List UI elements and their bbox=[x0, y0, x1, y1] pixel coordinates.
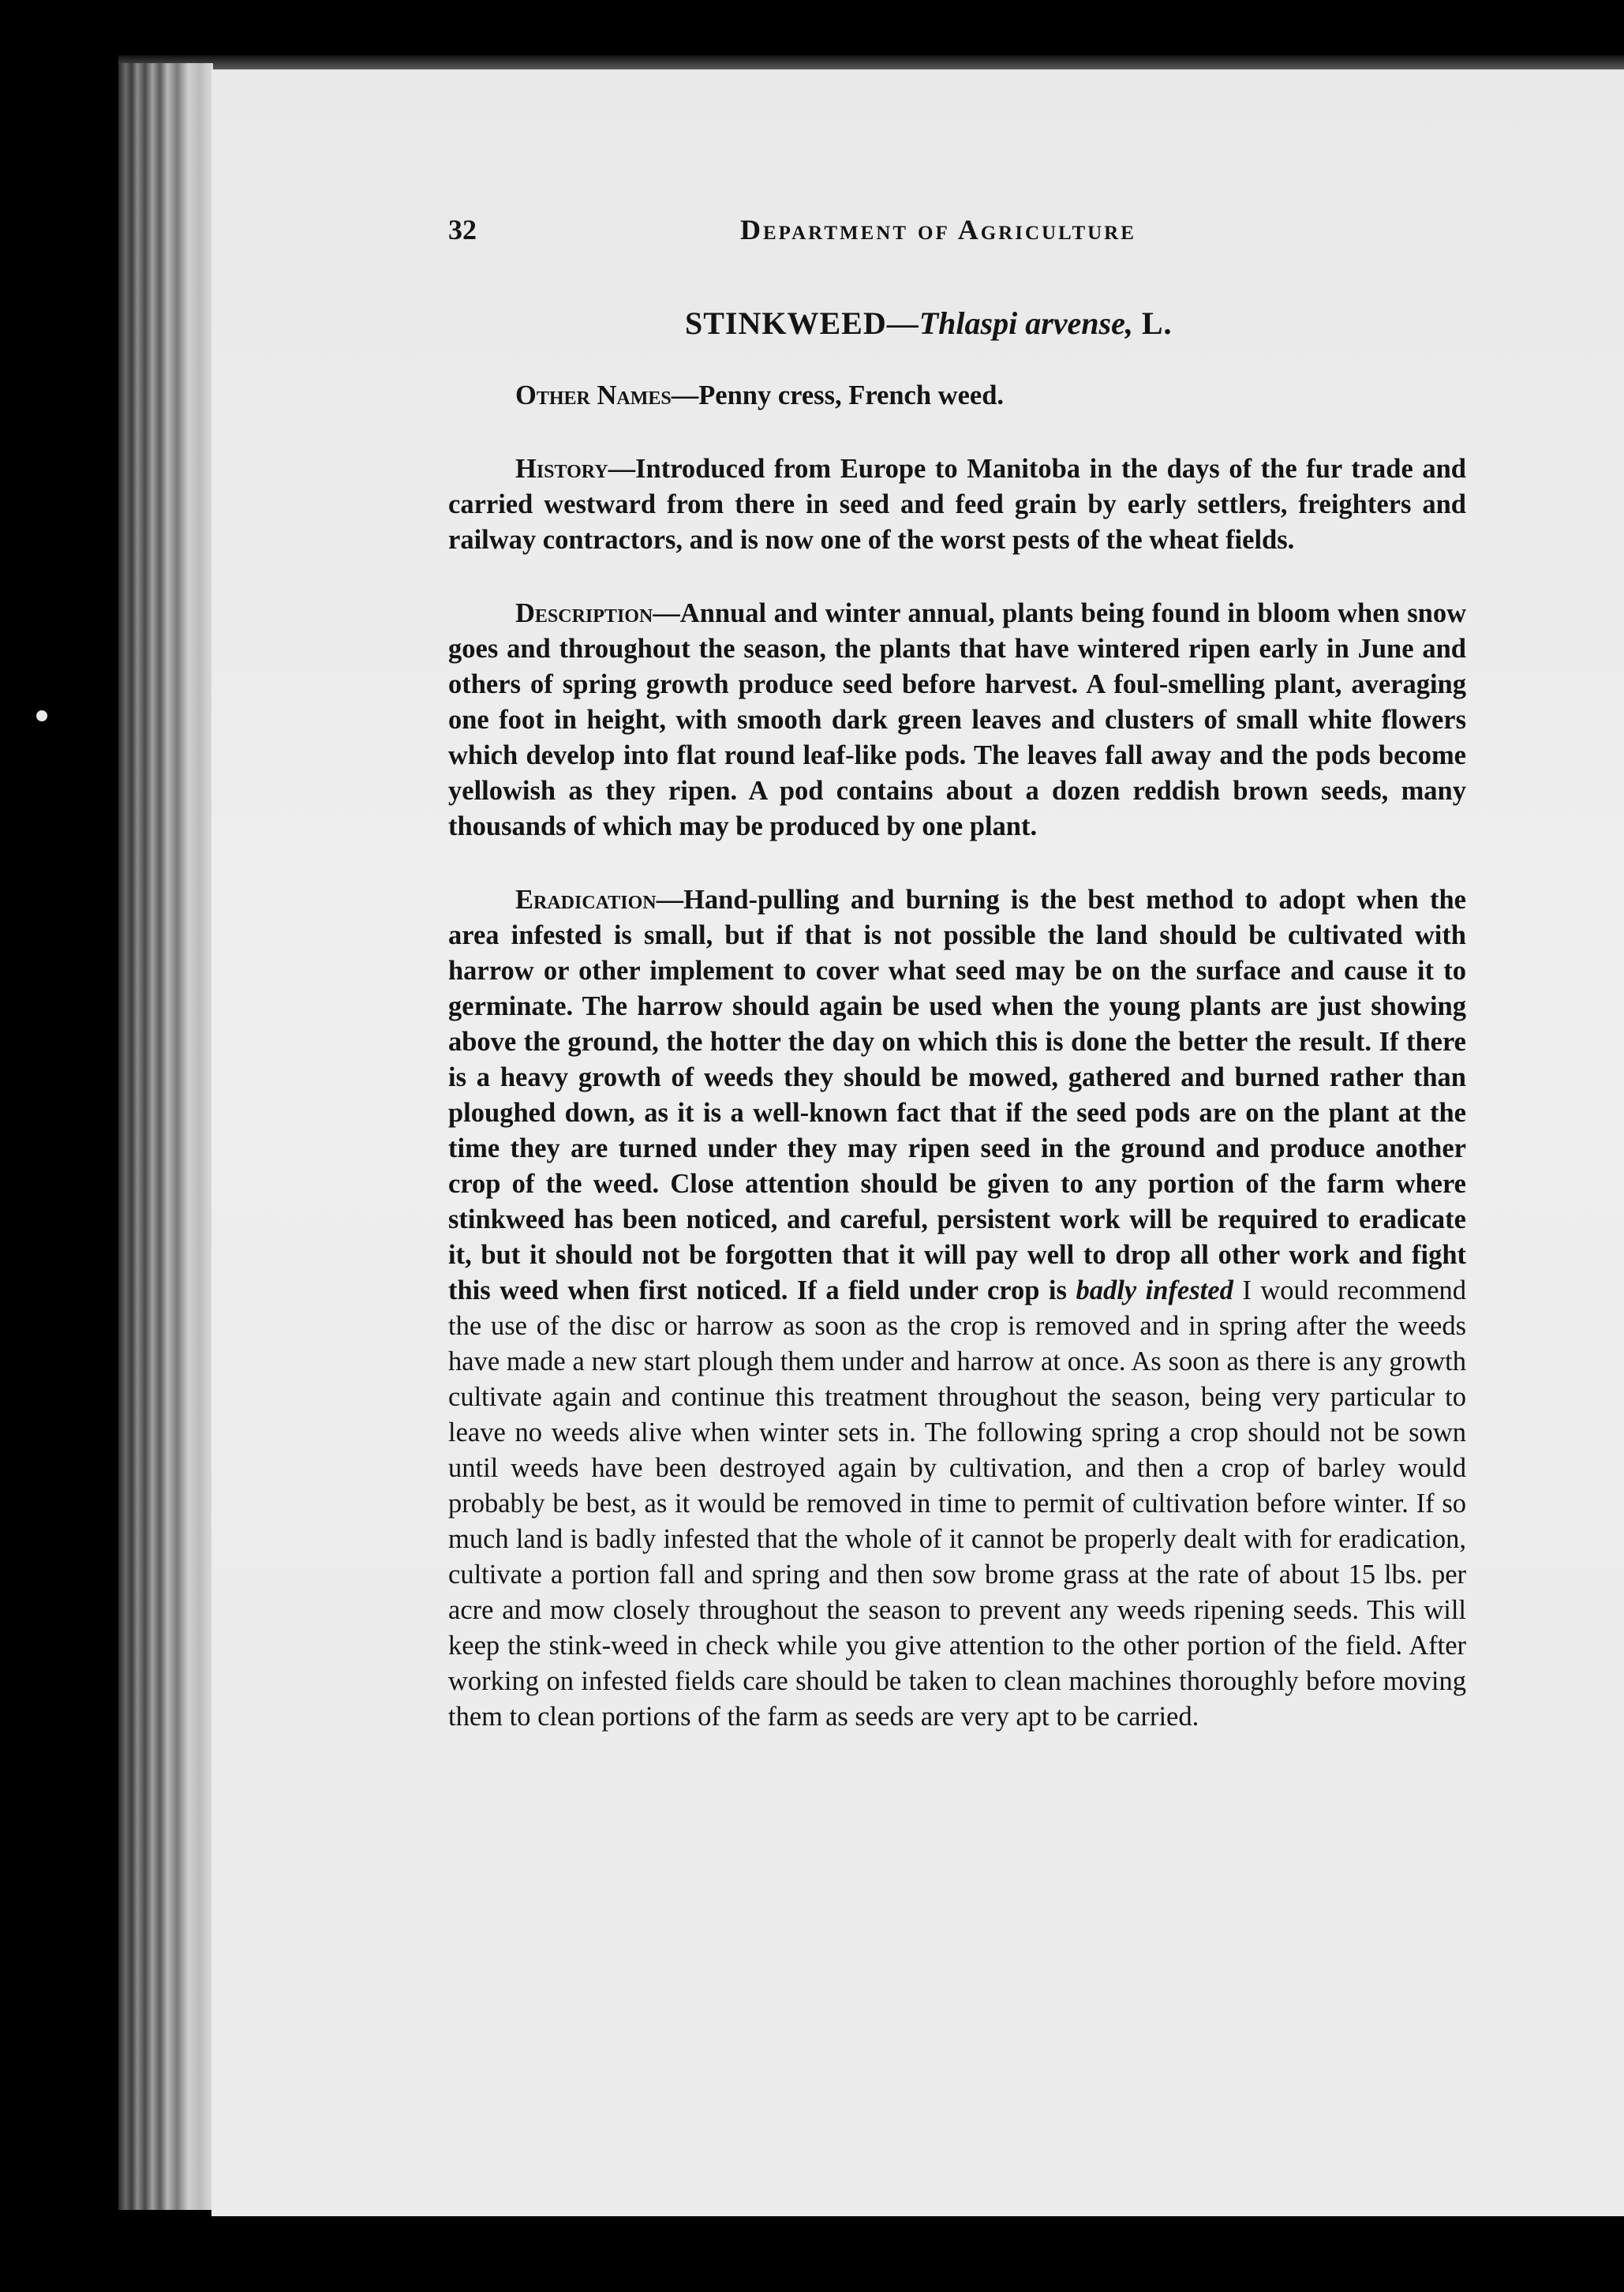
other-names-text: —Penny cress, French weed. bbox=[671, 380, 1005, 410]
other-names-paragraph bbox=[448, 378, 1466, 414]
eradication-label: Eradication bbox=[515, 885, 657, 915]
eradication-text-part-1: —Hand-pulling and burning is the best method to adopt when the area infested is small, but if that is not possible the land should be cultivated with harrow or other implement to cover what seed may be on the surface and cause it to germinate. The harrow should again be used when the young plants are just showing above the ground, the hotter the day on which this is done the better the result. If there is a heavy growth of weeds they should be mowed, gathered and burned rather than ploughed down, as it is a well-known fact that if the seed pods are on the plant at the time they are turned under they may ripen seed in the ground and produce another crop of the weed. Close attention should be given to any portion of the farm where stinkweed has been noticed, and careful, persistent work will be required to eradicate it, but it should not be forgotten that it will pay well to drop all other work and fight this weed when first noticed. If a field under crop is bbox=[448, 885, 1466, 1305]
page-text-block bbox=[448, 213, 1466, 1735]
history-paragraph bbox=[448, 451, 1466, 558]
description-label: Description bbox=[515, 598, 653, 628]
page-number: 32 bbox=[448, 214, 477, 245]
other-names-label: Other Names bbox=[515, 380, 672, 410]
eradication-paragraph bbox=[448, 882, 1466, 1735]
entry-title bbox=[685, 305, 1466, 342]
history-label: History bbox=[515, 454, 608, 484]
scan-speck bbox=[36, 710, 47, 721]
book-page-edges bbox=[118, 63, 213, 2210]
description-paragraph bbox=[448, 596, 1466, 845]
eradication-text-part-2: I would recommend the use of the disc or harrow as soon as the crop is removed and in spring after the weeds have made a new start plough them under and harrow at once. As soon as there is any growth cultivate again and continue this treatment throughout the season, being very particular to leave no weeds alive when winter sets in. The following spring a crop should not be sown until weeds have been destroyed again by cultivation, and then a crop of barley would probably be best, as it would be removed in time to permit of cultivation before winter. If so much land is badly infested that the whole of it cannot be properly dealt with for eradication, cultivate a portion fall and spring and then sow brome grass at the rate of about 15 lbs. per acre and mow closely throughout the season to prevent any weeds ripening seeds. This will keep the stink-weed in check while you give attention to the other portion of the field. After working on infested fields care should be taken to clean machines thoroughly before moving them to clean portions of the farm as seeds are very apt to be carried. bbox=[448, 1275, 1467, 1732]
description-text: —Annual and winter annual, plants being found in bloom when snow goes and throughout the season, the plants that have wintered ripen early in June and others of spring growth produce seed before harvest. A foul-smelling plant, averaging one foot in height, with smooth dark green leaves and clusters of small white flowers which develop into flat round leaf-like pods. The leaves fall away and the pods become yellowish as they ripen. A pod contains about a dozen reddish brown seeds, many thousands of which may be produced by one plant. bbox=[448, 598, 1466, 841]
entry-title-common-name: STINKWEED— bbox=[685, 305, 919, 341]
running-head bbox=[448, 213, 1466, 260]
history-text: —Introduced from Europe to Manitoba in the days of the fur trade and carried westward from there in seed and feed grain by early settlers, freighters and railway contractors, and is now one of the worst pests of the wheat fields. bbox=[448, 454, 1466, 555]
running-title: Department of Agriculture bbox=[740, 214, 1136, 245]
eradication-emphasis: badly infested bbox=[1076, 1275, 1233, 1305]
entry-title-species: Thlaspi arvense, bbox=[919, 305, 1133, 341]
entry-title-authority: L. bbox=[1132, 305, 1173, 341]
